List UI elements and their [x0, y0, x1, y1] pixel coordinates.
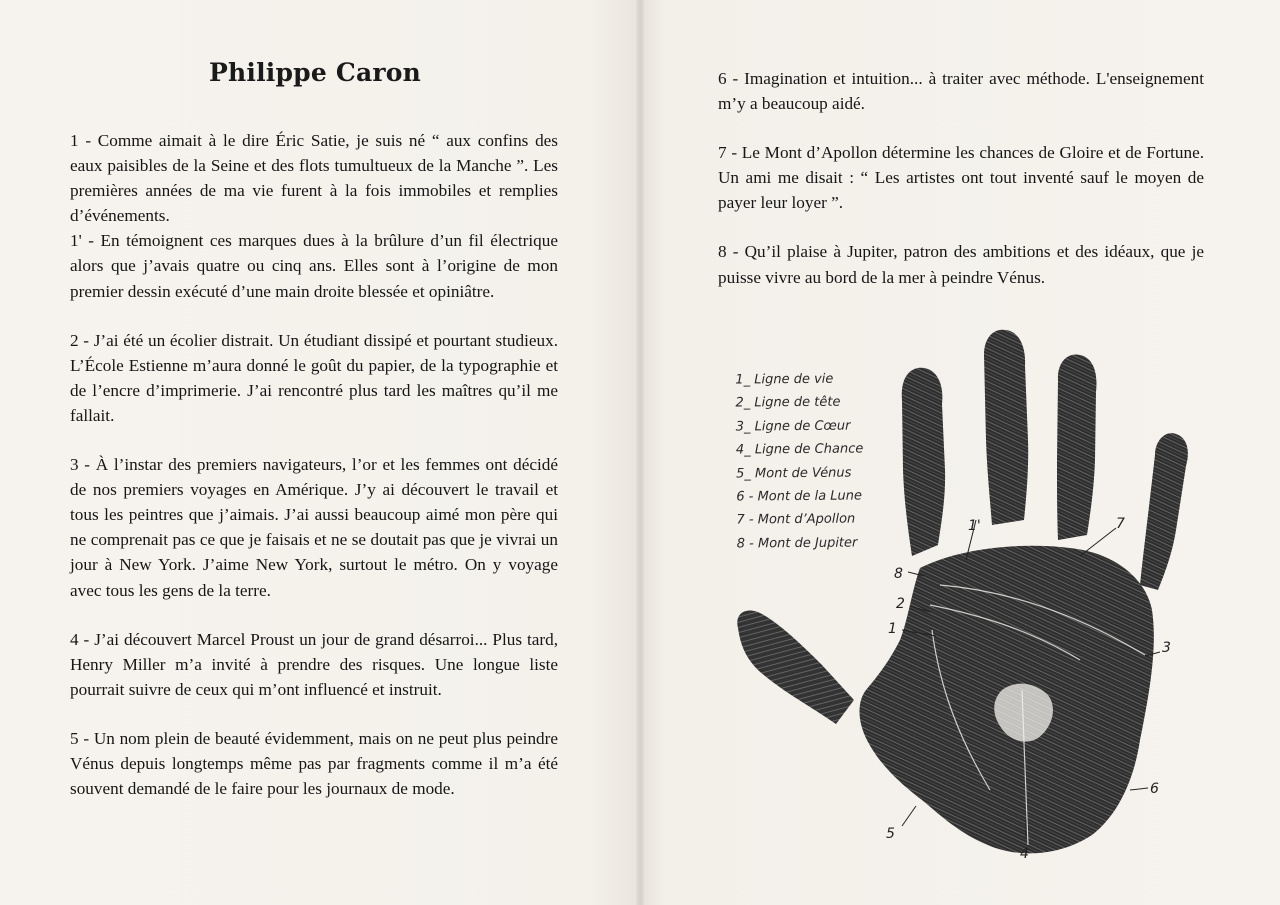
middle-finger-print [984, 330, 1028, 525]
legend-item-7: 7 - Mont d’Apollon [736, 511, 856, 528]
legend-item-6: 6 - Mont de la Lune [736, 488, 863, 505]
legend-item-1: 1_ Ligne de vie [735, 371, 834, 388]
paragraph-1-prime: 1' - En témoignent ces marques dues à la brûlure d’un fil électrique alors que j’avais quatre ou cinq ans. Elles sont à l’origine de mon premier dessin exécuté d’une main droite blessée et opiniâtre. [70, 231, 558, 301]
little-finger-print [1140, 433, 1188, 590]
hand-label-5: 5 [886, 826, 895, 842]
legend-item-4: 4_ Ligne de Chance [735, 441, 864, 458]
hand-label-1-prime: 1' [968, 518, 981, 534]
legend-item-5: 5_ Mont de Vénus [736, 465, 852, 482]
paragraph-3: 3 - À l’instar des premiers navigateurs, l’or et les femmes ont décidé de nos premiers voyages en Amérique. J’y ai découvert le travail et tous les peintres que j’aimais. J’ai aussi beaucoup aimé mon père qui ne comprenait pas ce que je faisais et ne se doutait pas que je vivrai un jour à New York. J’aime New York, surtout le métro. On y voyage avec tous les gens de la terre. [70, 455, 558, 600]
hand-label-2: 2 [896, 596, 905, 612]
right-page [640, 0, 1280, 905]
paragraph-8: 8 - Qu’il plaise à Jupiter, patron des ambitions et des idéaux, que je puisse vivre au bord de la mer à peindre Vénus. [718, 242, 1204, 287]
left-text-column [70, 128, 558, 825]
hand-label-1: 1 [888, 621, 897, 637]
thumb-print [737, 610, 854, 724]
paragraph-5: 5 - Un nom plein de beauté évidemment, mais on ne peut plus peindre Vénus depuis longtemps même pas par fragments comme il m’a été souvent demandé de le faire pour les journaux de mode. [70, 728, 558, 799]
ring-finger-print [1057, 354, 1096, 540]
hand-label-8: 8 [894, 566, 903, 582]
palmistry-legend [735, 367, 864, 555]
paragraph-4: 4 - J’ai découvert Marcel Proust un jour de grand désarroi... Plus tard, Henry Miller m’a invité à prendre des risques. Une longue liste pourrait suivre de ceux qui m’ont influencé et instruit. [70, 629, 558, 699]
legend-item-2: 2_ Ligne de tête [735, 395, 841, 411]
hand-label-7: 7 [1116, 516, 1125, 532]
hand-label-6: 6 [1150, 781, 1159, 797]
book-gutter [636, 0, 644, 905]
paragraph-7: 7 - Le Mont d’Apollon détermine les chances de Gloire et de Fortune. Un ami me disait : “ Les artistes ont tout inventé sauf le moyen de payer leur loyer ”. [718, 143, 1204, 213]
hand-label-3: 3 [1162, 640, 1171, 656]
paragraph-2: 2 - J’ai été un écolier distrait. Un étudiant dissipé et pourtant studieux. L’École Estienne m’aura donné le goût du papier, de la typographie et de l’encre d’imprimerie. J’ai rencontré plus tard les maîtres qu’il me fallait. [70, 330, 558, 425]
legend-item-3: 3_ Ligne de Cœur [735, 418, 851, 435]
paragraph-6: 6 - Imagination et intuition... à traiter avec méthode. L'enseignement m’y a beaucoup aidé. [718, 69, 1204, 114]
page-title: Philippe Caron [209, 58, 421, 87]
paragraph-1: 1 - Comme aimait à le dire Éric Satie, je suis né “ aux confins des eaux paisibles de la Seine et des flots tumultueux de la Manche ”. Les premières années de ma vie furent à la fois immobiles et remplies d’événements. [70, 131, 558, 226]
hand-label-4: 4 [1020, 846, 1029, 862]
legend-item-8: 8 - Mont de Jupiter [736, 535, 858, 552]
index-finger-print [902, 368, 945, 556]
